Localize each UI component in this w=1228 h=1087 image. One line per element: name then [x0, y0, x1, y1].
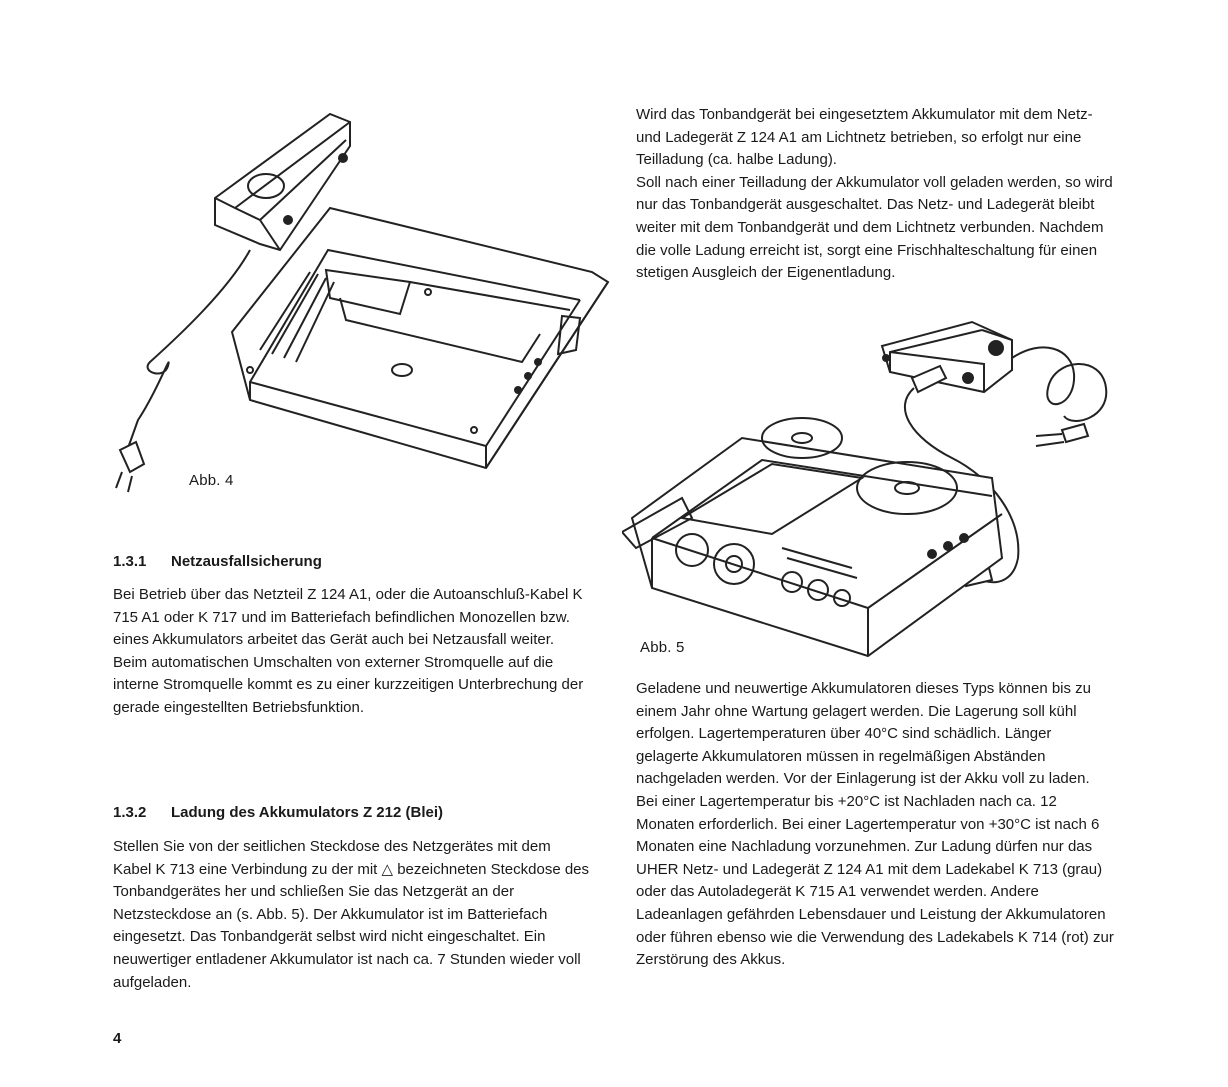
section-1-3-2-body — [113, 836, 591, 994]
paragraph: Wird das Tonbandgerät bei eingesetztem Akkumulator mit dem Netz- und Ladegerät Z 124 A1 am Lichtnetz betrieben, so erfolgt nur eine Teilladung (ca. halbe Ladung). — [636, 106, 1093, 169]
right-column-bottom-text — [636, 678, 1114, 972]
paragraph: Beim automatischen Umschalten von externer Stromquelle auf die interne Stromquelle kommt es zu einer kurzzeitigen Unterbrechung der gerade eingestellten Betriebsfunktion. — [113, 653, 584, 716]
paragraph: Stellen Sie von der seitlichen Steckdose des Netzgerätes mit dem Kabel K 713 eine Verbindung zu der mit △ bezeichneten Steckdose des Tonbandgerätes her und schließen Sie das Netzgerät an der Netzsteckdose an (s. Abb. 5). Der Akkumulator ist im Batteriefach eingesetzt. Das Tonbandgerät selbst wird nicht eingeschaltet. Ein neuwertiger entladener Akkumulator ist nach ca. 7 Stunden wieder voll aufgeladen. — [113, 838, 590, 991]
section-title: Netzausfallsicherung — [171, 553, 322, 570]
right-column-top-text — [636, 104, 1114, 285]
figure-5-caption: Abb. 5 — [640, 639, 685, 656]
section-1-3-1-body — [113, 584, 591, 720]
paragraph: Bei Betrieb über das Netzteil Z 124 A1, oder die Autoanschluß-Kabel K 715 A1 oder K 717 und im Batteriefach befindlichen Monozellen bzw. eines Akkumulators arbeitet das Gerät auch bei Netzausfall weiter. — [113, 586, 583, 649]
section-1-3-2-heading — [113, 804, 443, 821]
section-number: 1.3.1 — [113, 553, 147, 570]
figure-4-illustration — [110, 100, 620, 500]
figure-4-caption: Abb. 4 — [189, 472, 234, 489]
paragraph: Geladene und neuwertige Akkumulatoren dieses Typs können bis zu einem Jahr ohne Wartung gelagert werden. Die Lagerung soll kühl erfolgen. Lagertemperaturen über 40°C sind schädlich. Länger gelagerte Akkumulatoren müssen in regelmäßigen Abständen nachgeladen werden. Vor der Einlagerung ist der Akku voll zu laden. Bei einer Lagertemperatur bis +20°C ist Nachladen nach ca. 12 Monaten erforderlich. Bei einer Lagertemperatur von +30°C ist nach 6 Monaten eine Nachladung vorzunehmen. Zur Ladung dürfen nur das UHER Netz- und Ladegerät Z 124 A1 mit dem Ladekabel K 713 (grau) oder das Autoladegerät K 715 A1 verwendet werden. Andere Ladeanlagen gefährden Lebensdauer und Leistung der Akkumulatoren oder führen ebenso wie die Verwendung des Ladekabels K 714 (rot) zur Zerstörung des Akkus. — [636, 680, 1114, 969]
figure-5-illustration — [622, 318, 1122, 663]
section-title: Ladung des Akkumulators Z 212 (Blei) — [171, 804, 443, 821]
page-number: 4 — [113, 1030, 122, 1047]
section-1-3-1-heading — [113, 553, 322, 570]
paragraph: Soll nach einer Teilladung der Akkumulator voll geladen werden, so wird nur das Tonbandgerät ausgeschaltet. Das Netz- und Ladegerät bleibt weiter mit dem Tonbandgerät und dem Lichtnetz verbunden. Nachdem die volle Ladung erreicht ist, sorgt eine Frischhalteschaltung für einen stetigen Ausgleich der Eigenentladung. — [636, 173, 1113, 282]
section-number: 1.3.2 — [113, 804, 147, 821]
